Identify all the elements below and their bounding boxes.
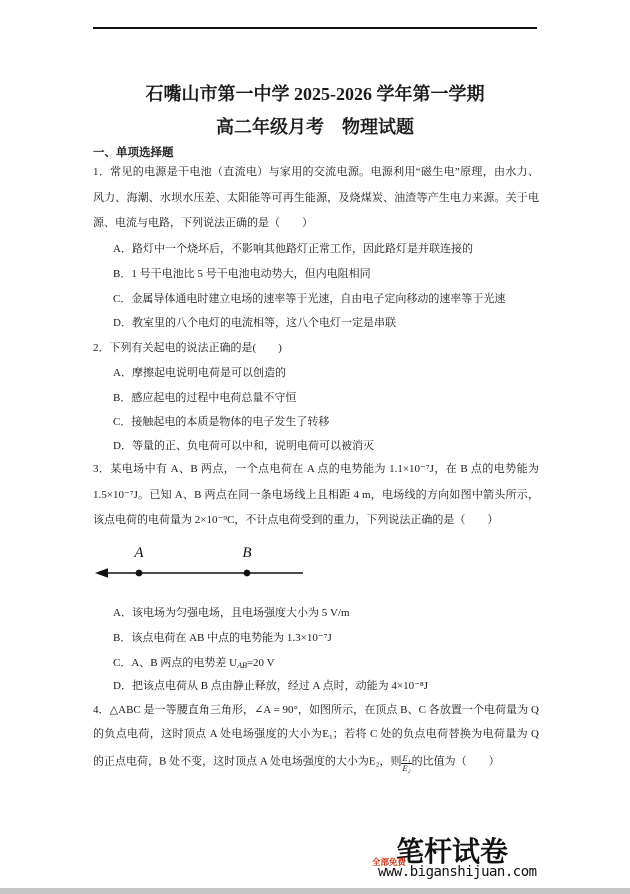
q3-option-c-value: =20 V — [246, 657, 275, 669]
q1-stem-line3: 源、电流与电路，下列说法正确的是（ ） — [93, 217, 313, 229]
top-divider-rule — [93, 27, 537, 29]
q4-stem-line3-text: 的正点电荷，B 处不变，这时顶点 A 处电场强度的大小为E₂，则 — [93, 755, 402, 768]
q1-option-c: C．金属导体通电时建立电场的速率等于光速，自由电子定向移动的速率等于光速 — [113, 293, 506, 305]
q4-stem-line3-tail: 的比值为（ ） — [411, 755, 500, 768]
q3-option-c-text: C．A、B 两点的电势差 U — [113, 657, 238, 669]
q1-option-a: A．路灯中一个烧坏后，不影响其他路灯正常工作，因此路灯是并联连接的 — [113, 243, 473, 255]
q4-stem-line3 — [93, 754, 539, 774]
q3-option-b: B．该点电荷在 AB 中点的电势能为 1.3×10⁻⁷J — [113, 632, 332, 644]
q3-option-c-subscript: AB — [237, 661, 247, 670]
exam-title-line1: 石嘴山市第一中学 2025-2026 学年第一学期 — [145, 84, 485, 104]
q2-option-d: D．等量的正、负电荷可以中和，说明电荷可以被消灭 — [113, 440, 374, 452]
watermark-site-url: www.biganshijuan.com — [378, 864, 537, 880]
exam-title-line2: 高二年级月考 物理试题 — [216, 117, 414, 137]
q3-option-c — [113, 656, 539, 673]
q3-stem-line1: 3．某电场中有 A、B 两点，一个点电荷在 A 点的电势能为 1.1×10⁻⁷J，在 B 点的电势能为 — [93, 463, 539, 475]
q2-option-c: C．接触起电的本质是物体的电子发生了转移 — [113, 416, 330, 428]
q3-option-d: D．把该点电荷从 B 点由静止释放，经过 A 点时，动能为 4×10⁻⁸J — [113, 680, 428, 692]
left-arrowhead-icon — [95, 568, 108, 578]
watermark-brand-logo: 笔杆试卷 — [396, 837, 509, 868]
bottom-gray-bar — [0, 888, 630, 894]
q1-stem-line1: 1．常见的电源是干电池（直流电）与家用的交流电源。电源利用“磁生电”原理，由水力、 — [93, 166, 539, 178]
point-b-dot — [244, 570, 251, 577]
q2-option-a: A．摩擦起电说明电荷是可以创造的 — [113, 367, 286, 379]
q1-stem-line2: 风力、海潮、水坝水压差、太阳能等可再生能源，及烧煤炭、油渣等产生电力来源。关于电 — [93, 192, 539, 204]
q3-stem-line3: 该点电荷的电荷量为 2×10⁻⁹C，不计点电荷受到的重力，下列说法正确的是（ ） — [93, 514, 499, 526]
q3-stem-line2: 1.5×10⁻⁷J。已知 A、B 两点在同一条电场线上且相距 4 m，电场线的方向如图中箭头所示， — [93, 489, 539, 501]
point-b-label: B — [242, 545, 252, 561]
q2-stem: 2．下列有关起电的说法正确的是( ) — [93, 342, 282, 354]
q1-option-b: B．1 号干电池比 5 号干电池电动势大，但内电阻相同 — [113, 268, 371, 280]
e1-over-e2-fraction — [401, 754, 411, 774]
q1-option-d: D．教室里的八个电灯的电流相等，这八个电灯一定是串联 — [113, 317, 396, 329]
fraction-denominator: E₂ — [402, 763, 411, 774]
point-a-dot — [136, 570, 143, 577]
q3-field-line-figure — [93, 540, 308, 586]
q2-option-b: B．感应起电的过程中电荷总量不守恒 — [113, 392, 297, 404]
q4-stem-line1: 4．△ABC 是一等腰直角三角形，∠A = 90°，如图所示，在顶点 B、C 各放置一个电荷量为 Q — [93, 704, 539, 716]
fraction-numerator: E₁ — [402, 753, 411, 763]
q3-option-a: A．该电场为匀强电场，且电场强度大小为 5 V/m — [113, 607, 350, 619]
point-a-label: A — [134, 545, 144, 561]
section-heading: 一、单项选择题 — [93, 147, 174, 159]
watermark-free-tag: 全部免费 — [372, 857, 407, 867]
q4-stem-line2: 的负点电荷，这时顶点 A 处电场强度的大小为E₁；若将 C 处的负点电荷替换为电荷量为 Q — [93, 728, 539, 740]
